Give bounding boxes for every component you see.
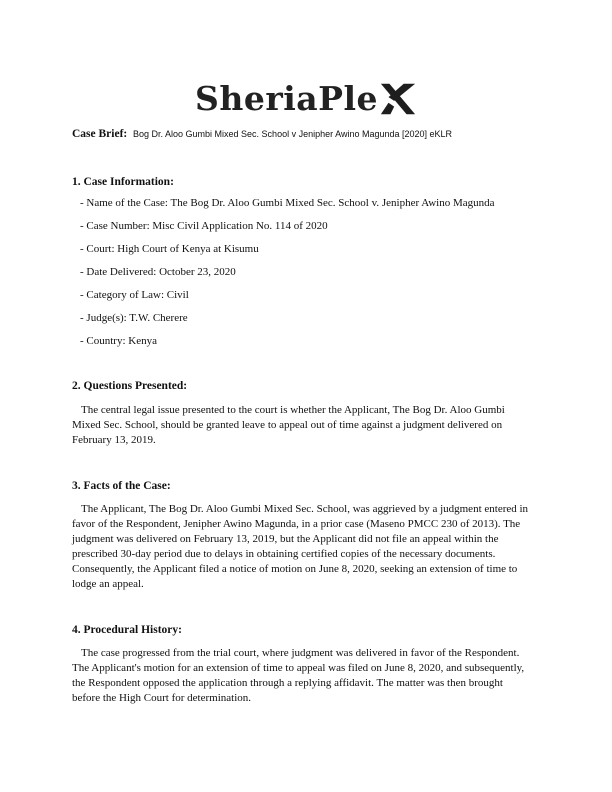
logo-x-mark-icon	[379, 81, 417, 117]
info-case-number: - Case Number: Misc Civil Application No. 114 of 2020	[80, 220, 328, 232]
logo-wordmark: SheriaPle	[195, 78, 378, 118]
case-information-list	[80, 192, 495, 353]
facts-of-the-case-text: The Applicant, The Bog Dr. Aloo Gumbi Mixed Sec. School, was aggrieved by a judgment entered in favor of the Respondent, Jenipher Awino Magunda, in a prior case (Maseno PMCC 230 of 2013). The judgment was delivered on February 13, 2019, but the Applicant did not file an appeal within the prescribed 30-day period due to delays in obtaining certified copies of the necessary documents. Consequently, the Applicant filed a notice of motion on June 8, 2020, seeking an extension of time to lodge an appeal.	[72, 503, 529, 590]
info-court: - Court: High Court of Kenya at Kisumu	[80, 243, 259, 255]
section-heading-facts-of-the-case: 3. Facts of the Case:	[72, 480, 171, 492]
case-brief-label: Case Brief:	[72, 128, 128, 140]
info-date-delivered: - Date Delivered: October 23, 2020	[80, 266, 236, 278]
info-judges: - Judge(s): T.W. Cherere	[80, 312, 188, 324]
info-case-name: - Name of the Case: The Bog Dr. Aloo Gumbi Mixed Sec. School v. Jenipher Awino Magunda	[80, 197, 495, 209]
info-category-of-law: - Category of Law: Civil	[80, 289, 189, 301]
section-heading-case-information: 1. Case Information:	[72, 176, 174, 188]
case-brief-line	[72, 128, 452, 140]
section-heading-procedural-history: 4. Procedural History:	[72, 624, 182, 636]
procedural-history-text: The case progressed from the trial court, where judgment was delivered in favor of the Respondent. The Applicant's motion for an extension of time to appeal was filed on June 8, 2020, and subsequently, the Respondent opposed the application through a replying affidavit. The matter was then brought before the High Court for determination.	[72, 647, 525, 704]
section-heading-questions-presented: 2. Questions Presented:	[72, 380, 188, 392]
case-brief-title: Bog Dr. Aloo Gumbi Mixed Sec. School v Jenipher Awino Magunda [2020] eKLR	[133, 129, 453, 139]
sheriaplex-logo	[0, 74, 612, 122]
info-country: - Country: Kenya	[80, 335, 157, 347]
questions-presented-text: The central legal issue presented to the court is whether the Applicant, The Bog Dr. Aloo Gumbi Mixed Sec. School, should be granted leave to appeal out of time against a judgment delivered on February 13, 2019.	[72, 404, 505, 446]
